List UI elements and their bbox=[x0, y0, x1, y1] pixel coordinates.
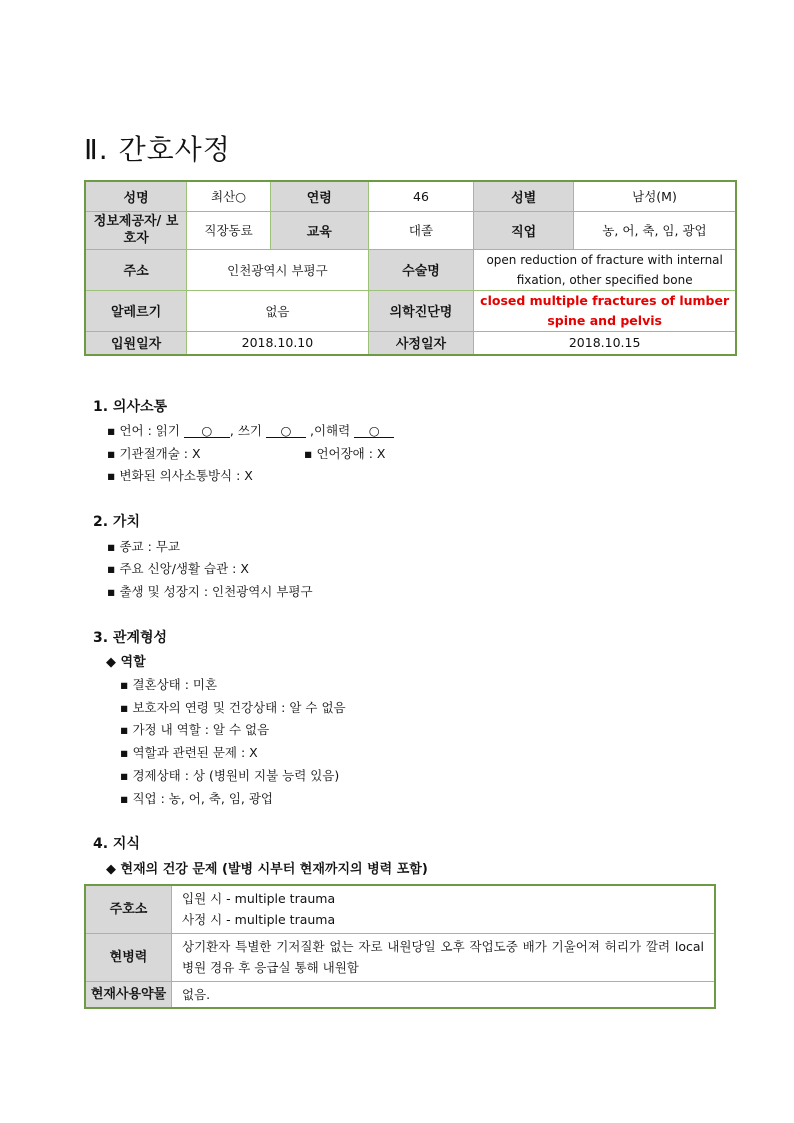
current-medication-value: 없음. bbox=[172, 981, 716, 1008]
page-title: Ⅱ. 간호사정 bbox=[84, 133, 231, 166]
list-item: ▪ 보호자의 연령 및 건강상태 : 알 수 없음 bbox=[120, 700, 346, 715]
belief-item: ▪ 주요 신앙/생활 습관 : X bbox=[107, 561, 249, 576]
surgery-label: 수술명 bbox=[368, 249, 474, 290]
admission-date-value: 2018.10.10 bbox=[187, 331, 369, 355]
provider-label: 정보제공자/ 보호자 bbox=[85, 211, 187, 249]
list-item: ▪ 경제상태 : 상 (병원비 지불 능력 있음) bbox=[120, 768, 340, 783]
present-illness-value: 상기환자 특별한 기저질환 없는 자로 내원당일 오후 작업도중 배가 기울어져 허리가 깔려 local 병원 경유 후 응급실 통해 내원함 bbox=[172, 933, 716, 981]
address-value: 인천광역시 부평구 bbox=[187, 249, 369, 290]
understanding-value: ○ bbox=[354, 424, 394, 438]
surgery-value: open reduction of fracture with internal fixation, other specified bone bbox=[474, 249, 736, 290]
section-relationship-heading: 3. 관계형성 bbox=[93, 630, 168, 646]
understanding-prefix: ,이해력 bbox=[309, 423, 351, 438]
address-label: 주소 bbox=[85, 249, 187, 290]
name-label: 성명 bbox=[85, 181, 187, 211]
role-subheading: ◆ 역할 bbox=[106, 655, 146, 670]
diagnosis-label: 의학진단명 bbox=[368, 290, 474, 331]
chief-complaint-value bbox=[172, 885, 716, 933]
list-item: ▪ 직업 : 농, 어, 축, 임, 광업 bbox=[120, 791, 273, 806]
chief-complaint-label: 주호소 bbox=[85, 885, 172, 933]
provider-value: 직장동료 bbox=[187, 211, 271, 249]
health-problem-subheading: ◆ 현재의 건강 문제 (발병 시부터 현재까지의 병력 포함) bbox=[106, 862, 428, 877]
list-item: ▪ 가정 내 역할 : 알 수 없음 bbox=[120, 722, 270, 737]
allergy-label: 알레르기 bbox=[85, 290, 187, 331]
admission-date-label: 입원일자 bbox=[85, 331, 187, 355]
allergy-value: 없음 bbox=[187, 290, 369, 331]
chief-complaint-admission: 입원 시 - multiple trauma bbox=[182, 891, 336, 907]
job-label: 직업 bbox=[474, 211, 574, 249]
health-history-table bbox=[84, 884, 716, 1009]
language-prefix: ▪ 언어 : 읽기 bbox=[107, 423, 180, 438]
chief-complaint-assessment: 사정 시 - multiple trauma bbox=[182, 912, 336, 928]
section-communication-heading: 1. 의사소통 bbox=[93, 399, 168, 415]
present-illness-label: 현병력 bbox=[85, 933, 172, 981]
education-value: 대졸 bbox=[368, 211, 474, 249]
sex-value: 남성(M) bbox=[573, 181, 736, 211]
changed-communication-item: ▪ 변화된 의사소통방식 : X bbox=[107, 468, 253, 483]
assessment-date-value: 2018.10.15 bbox=[474, 331, 736, 355]
read-value: ○ bbox=[184, 424, 230, 438]
list-item: ▪ 결혼상태 : 미혼 bbox=[120, 677, 218, 692]
age-value: 46 bbox=[368, 181, 474, 211]
religion-item: ▪ 종교 : 무교 bbox=[107, 539, 180, 554]
section-values-heading: 2. 가치 bbox=[93, 514, 140, 530]
write-prefix: , 쓰기 bbox=[229, 423, 262, 438]
tracheostomy-item: ▪ 기관절개술 : X bbox=[107, 446, 201, 461]
name-value: 최산○ bbox=[187, 181, 271, 211]
write-value: ○ bbox=[266, 424, 306, 438]
language-line bbox=[107, 421, 394, 439]
education-label: 교육 bbox=[270, 211, 368, 249]
section-knowledge-heading: 4. 지식 bbox=[93, 836, 140, 852]
assessment-date-label: 사정일자 bbox=[368, 331, 474, 355]
job-value: 농, 어, 축, 임, 광업 bbox=[573, 211, 736, 249]
sex-label: 성별 bbox=[474, 181, 574, 211]
patient-info-table bbox=[84, 180, 737, 356]
current-medication-label: 현재사용약물 bbox=[85, 981, 172, 1008]
diagnosis-value: closed multiple fractures of lumber spine and pelvis bbox=[474, 290, 736, 331]
birthplace-item: ▪ 출생 및 성장지 : 인천광역시 부평구 bbox=[107, 584, 313, 599]
speech-disorder-item: ▪ 언어장애 : X bbox=[304, 446, 386, 461]
age-label: 연령 bbox=[270, 181, 368, 211]
list-item: ▪ 역할과 관련된 문제 : X bbox=[120, 745, 258, 760]
